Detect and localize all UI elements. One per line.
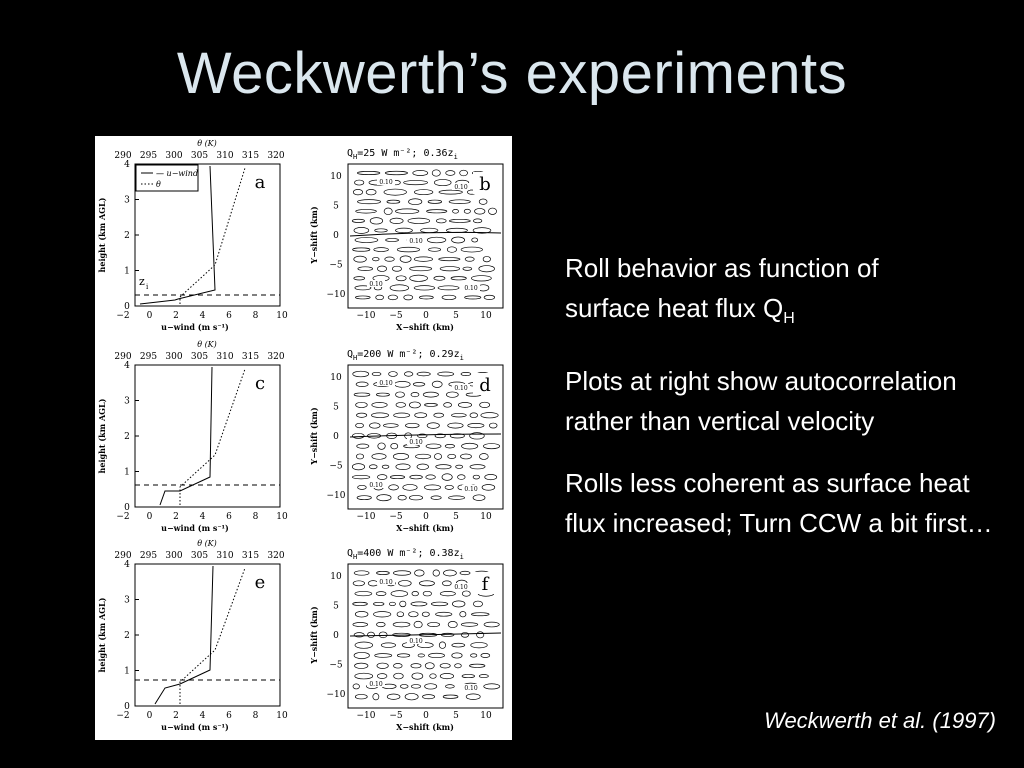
height-tick-label: 1 xyxy=(124,266,130,277)
correlation-title xyxy=(347,548,464,561)
uwind-tick-label: 10 xyxy=(276,711,288,721)
uwind-tick-label: −2 xyxy=(116,311,130,321)
uwind-tick-label: 4 xyxy=(199,711,206,721)
contour-label: 0.10 xyxy=(379,380,393,387)
yshift-tick-label: 10 xyxy=(330,572,342,582)
contour-label: 0.10 xyxy=(379,179,393,186)
theta-tick-label: 295 xyxy=(139,551,158,561)
xshift-axis-label: X−shift (km) xyxy=(396,722,454,732)
theta-tick-label: 290 xyxy=(114,352,132,362)
legend-uwind-label: — u−wind xyxy=(156,169,199,178)
contour-label: 0.10 xyxy=(464,486,478,493)
xshift-tick-label: 0 xyxy=(423,512,429,522)
correlation-panel-letter: f xyxy=(481,574,489,595)
height-tick-label: 1 xyxy=(124,666,130,677)
uwind-tick-label: 4 xyxy=(199,512,206,522)
theta-tick-label: 305 xyxy=(190,352,209,362)
xshift-tick-label: −5 xyxy=(389,311,403,321)
height-tick-label: 0 xyxy=(124,702,130,712)
theta-tick-label: 320 xyxy=(267,352,285,362)
xshift-tick-label: 10 xyxy=(480,711,492,721)
theta-tick-label: 305 xyxy=(190,151,209,161)
theta-tick-label: 310 xyxy=(216,551,234,561)
height-axis-label: height (km AGL) xyxy=(97,398,107,474)
xshift-tick-label: 5 xyxy=(453,711,459,721)
title-end: i xyxy=(459,354,464,362)
xshift-tick-label: −5 xyxy=(389,711,403,721)
correlation-panel-letter: d xyxy=(479,375,491,396)
legend-theta-label: θ xyxy=(156,180,161,189)
theta-tick-label: 290 xyxy=(114,551,132,561)
uwind-tick-label: 8 xyxy=(252,711,259,721)
xshift-tick-label: 0 xyxy=(423,711,429,721)
height-tick-label: 3 xyxy=(124,195,130,206)
theta-axis-label: θ (K) xyxy=(197,539,217,548)
theta-tick-label: 300 xyxy=(165,551,183,561)
uwind-tick-label: 6 xyxy=(226,711,232,721)
height-tick-label: 1 xyxy=(124,467,130,478)
theta-tick-label: 320 xyxy=(267,151,285,161)
correlation-title xyxy=(347,148,458,161)
height-tick-label: 2 xyxy=(124,432,130,442)
title-q: Q xyxy=(347,349,354,360)
yshift-tick-label: 5 xyxy=(333,402,339,413)
slide-title: Weckwerth’s experiments xyxy=(176,41,848,106)
uwind-tick-label: 10 xyxy=(276,512,288,522)
theta-tick-label: 310 xyxy=(216,151,234,161)
theta-axis-label: θ (K) xyxy=(197,340,217,349)
contour-label: 0.10 xyxy=(369,482,383,489)
contour-label: 0.10 xyxy=(369,281,383,288)
yshift-tick-label: 5 xyxy=(333,601,339,612)
contour-label: 0.10 xyxy=(409,439,423,446)
profile-panel-letter: a xyxy=(254,172,266,193)
contour-label: 0.10 xyxy=(464,685,478,692)
xshift-tick-label: 5 xyxy=(453,512,459,522)
uwind-tick-label: 2 xyxy=(173,311,179,321)
height-tick-label: 4 xyxy=(124,160,130,170)
contour-label: 0.10 xyxy=(454,584,468,591)
theta-tick-label: 310 xyxy=(216,352,234,362)
uwind-tick-label: −2 xyxy=(116,711,130,721)
theta-axis-label: θ (K) xyxy=(197,139,217,148)
yshift-tick-label: −5 xyxy=(329,660,343,671)
theta-tick-label: 305 xyxy=(190,551,209,561)
correlation-panel-letter: b xyxy=(479,174,491,195)
contour-label: 0.10 xyxy=(464,285,478,292)
uwind-axis-label: u−wind (m s⁻¹) xyxy=(161,722,229,732)
height-axis-label: height (km AGL) xyxy=(97,597,107,673)
yshift-tick-label: 10 xyxy=(330,172,342,182)
theta-tick-label: 290 xyxy=(114,151,132,161)
title-q: Q xyxy=(347,548,354,559)
bullet-heat-flux xyxy=(565,248,1005,339)
yshift-axis-label: Y−shift (km) xyxy=(309,606,319,664)
bullet-line: Roll behavior as function of xyxy=(565,253,879,283)
yshift-axis-label: Y−shift (km) xyxy=(309,206,319,264)
xshift-tick-label: −10 xyxy=(356,512,376,522)
yshift-tick-label: −10 xyxy=(326,690,346,700)
yshift-axis-label: Y−shift (km) xyxy=(309,407,319,465)
xshift-axis-label: X−shift (km) xyxy=(396,523,454,533)
uwind-tick-label: 0 xyxy=(146,711,153,721)
zi-label: z xyxy=(139,275,145,288)
theta-tick-label: 320 xyxy=(267,551,285,561)
xshift-tick-label: 0 xyxy=(423,311,429,321)
xshift-axis-label: X−shift (km) xyxy=(396,322,454,332)
theta-tick-label: 315 xyxy=(241,551,260,561)
uwind-tick-label: 6 xyxy=(226,311,232,321)
theta-tick-label: 295 xyxy=(139,352,158,362)
uwind-tick-label: −2 xyxy=(116,512,130,522)
citation: Weckwerth et al. (1997) xyxy=(764,708,996,733)
xshift-tick-label: −10 xyxy=(356,311,376,321)
uwind-axis-label: u−wind (m s⁻¹) xyxy=(161,322,229,332)
uwind-tick-label: 2 xyxy=(173,512,179,522)
height-tick-label: 0 xyxy=(124,302,130,312)
bullet-list xyxy=(565,248,1005,565)
contour-label: 0.10 xyxy=(409,638,423,645)
height-tick-label: 2 xyxy=(124,631,130,641)
uwind-tick-label: 6 xyxy=(226,512,232,522)
figure-canvas xyxy=(95,136,512,740)
title-rest: =400 W m⁻²; 0.38z xyxy=(357,548,460,559)
figure-panel xyxy=(95,136,512,740)
xshift-tick-label: 5 xyxy=(453,311,459,321)
title-sub: H xyxy=(353,153,358,161)
title-q: Q xyxy=(347,148,354,159)
uwind-profile-line xyxy=(160,367,212,505)
uwind-tick-label: 8 xyxy=(252,311,259,321)
contour-label: 0.10 xyxy=(409,238,423,245)
profile-panel-letter: c xyxy=(254,373,266,394)
theta-tick-label: 315 xyxy=(241,352,260,362)
bullet-autocorrelation: Plots at right show autocorrelation rather than vertical velocity xyxy=(565,366,957,437)
height-tick-label: 4 xyxy=(124,361,130,371)
xshift-tick-label: −5 xyxy=(389,512,403,522)
yshift-tick-label: −10 xyxy=(326,491,346,501)
correlation-title xyxy=(347,349,464,362)
xshift-tick-label: 10 xyxy=(480,311,492,321)
yshift-tick-label: 0 xyxy=(333,231,339,241)
theta-tick-label: 295 xyxy=(139,151,158,161)
title-rest: =200 W m⁻²; 0.29z xyxy=(357,349,460,360)
title-end: i xyxy=(459,553,464,561)
uwind-tick-label: 0 xyxy=(146,311,153,321)
yshift-tick-label: −5 xyxy=(329,260,343,271)
contour-label: 0.10 xyxy=(454,184,468,191)
height-tick-label: 3 xyxy=(124,396,130,407)
bullet-coherence: Rolls less coherent as surface heat flux increased; Turn CCW a bit first… xyxy=(565,468,993,539)
uwind-tick-label: 8 xyxy=(252,512,259,522)
title-sub: H xyxy=(353,553,358,561)
title-end: i xyxy=(453,153,458,161)
height-tick-label: 0 xyxy=(124,503,130,513)
xshift-tick-label: −10 xyxy=(356,711,376,721)
bullet-line: surface heat flux Q xyxy=(565,293,784,323)
subscript: H xyxy=(783,310,795,328)
uwind-tick-label: 4 xyxy=(199,311,206,321)
uwind-tick-label: 0 xyxy=(146,512,153,522)
yshift-tick-label: −5 xyxy=(329,461,343,472)
theta-tick-label: 315 xyxy=(241,151,260,161)
uwind-profile-line xyxy=(155,566,213,704)
yshift-tick-label: 0 xyxy=(333,432,339,442)
zi-subscript: i xyxy=(146,283,149,291)
contour-label: 0.10 xyxy=(454,385,468,392)
theta-tick-label: 300 xyxy=(165,352,183,362)
contour-label: 0.10 xyxy=(379,579,393,586)
theta-tick-label: 300 xyxy=(165,151,183,161)
uwind-tick-label: 2 xyxy=(173,711,179,721)
height-tick-label: 4 xyxy=(124,560,130,570)
title-sub: H xyxy=(353,354,358,362)
height-tick-label: 3 xyxy=(124,595,130,606)
yshift-tick-label: 5 xyxy=(333,201,339,212)
contour-label: 0.10 xyxy=(369,681,383,688)
yshift-tick-label: 10 xyxy=(330,373,342,383)
yshift-tick-label: −10 xyxy=(326,290,346,300)
profile-panel-letter: e xyxy=(254,572,266,593)
height-axis-label: height (km AGL) xyxy=(97,197,107,273)
title-rest: =25 W m⁻²; 0.36z xyxy=(357,148,454,159)
uwind-tick-label: 10 xyxy=(276,311,288,321)
yshift-tick-label: 0 xyxy=(333,631,339,641)
xshift-tick-label: 10 xyxy=(480,512,492,522)
height-tick-label: 2 xyxy=(124,231,130,241)
uwind-axis-label: u−wind (m s⁻¹) xyxy=(161,523,229,533)
